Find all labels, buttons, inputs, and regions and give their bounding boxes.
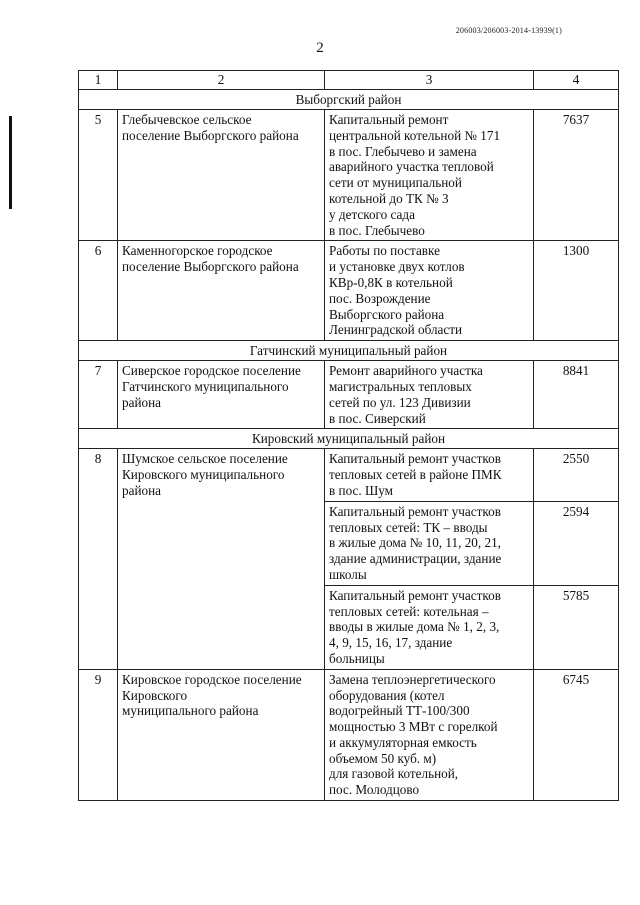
municipality-name: Шумское сельское поселение Кировского муниципального района — [118, 449, 325, 669]
work-description: Капитальный ремонт участков тепловых сетей: котельная – вводы в жилые дома № 1, 2, 3, 4, 9, 15, 16, 17, здание больницы — [325, 585, 534, 669]
amount: 1300 — [534, 241, 619, 341]
section-title: Выборгский район — [79, 90, 619, 110]
column-number-row — [79, 71, 619, 90]
column-number-3: 3 — [325, 71, 534, 90]
municipality-name: Глебычевское сельское поселение Выборгского района — [118, 110, 325, 241]
amount: 8841 — [534, 361, 619, 429]
amount: 2594 — [534, 501, 619, 585]
work-description: Капитальный ремонт центральной котельной № 171 в пос. Глебычево и замена аварийного участка тепловой сети от муниципальной котельной до ТК № 3 у детского сада в пос. Глебычево — [325, 110, 534, 241]
table-row — [79, 449, 619, 501]
row-number: 6 — [79, 241, 118, 341]
table-row — [79, 110, 619, 241]
amount: 7637 — [534, 110, 619, 241]
work-description: Замена теплоэнергетического оборудования (котел водогрейный ТТ-100/300 мощностью 3 МВт с горелкой и аккумуляторная емкость объемом 50 куб. м) для газовой котельной, пос. Молодцово — [325, 669, 534, 800]
municipality-name: Каменногорское городское поселение Выборгского района — [118, 241, 325, 341]
work-description: Капитальный ремонт участков тепловых сетей в районе ПМК в пос. Шум — [325, 449, 534, 501]
column-number-4: 4 — [534, 71, 619, 90]
amount: 2550 — [534, 449, 619, 501]
column-number-1: 1 — [79, 71, 118, 90]
work-description: Ремонт аварийного участка магистральных тепловых сетей по ул. 123 Дивизии в пос. Сиверский — [325, 361, 534, 429]
section-row — [79, 429, 619, 449]
table-row — [79, 361, 619, 429]
work-description: Работы по поставке и установке двух котлов КВр-0,8К в котельной пос. Возрождение Выборгского района Ленинградской области — [325, 241, 534, 341]
binder-mark — [9, 116, 12, 209]
row-number: 8 — [79, 449, 118, 669]
column-number-2: 2 — [118, 71, 325, 90]
municipality-name: Кировское городское поселение Кировского муниципального района — [118, 669, 325, 800]
section-row — [79, 90, 619, 110]
section-title: Гатчинский муниципальный район — [79, 341, 619, 361]
section-title: Кировский муниципальный район — [79, 429, 619, 449]
work-description: Капитальный ремонт участков тепловых сетей: ТК – вводы в жилые дома № 10, 11, 20, 21, здание администрации, здание школы — [325, 501, 534, 585]
amount: 5785 — [534, 585, 619, 669]
municipality-name: Сиверское городское поселение Гатчинского муниципального района — [118, 361, 325, 429]
table-row — [79, 669, 619, 800]
document-id: 206003/206003-2014-13939(1) — [455, 26, 562, 35]
page-number: 2 — [316, 40, 324, 56]
table-row — [79, 241, 619, 341]
row-number: 5 — [79, 110, 118, 241]
section-row — [79, 341, 619, 361]
amount: 6745 — [534, 669, 619, 800]
funding-table — [78, 70, 619, 801]
row-number: 7 — [79, 361, 118, 429]
row-number: 9 — [79, 669, 118, 800]
